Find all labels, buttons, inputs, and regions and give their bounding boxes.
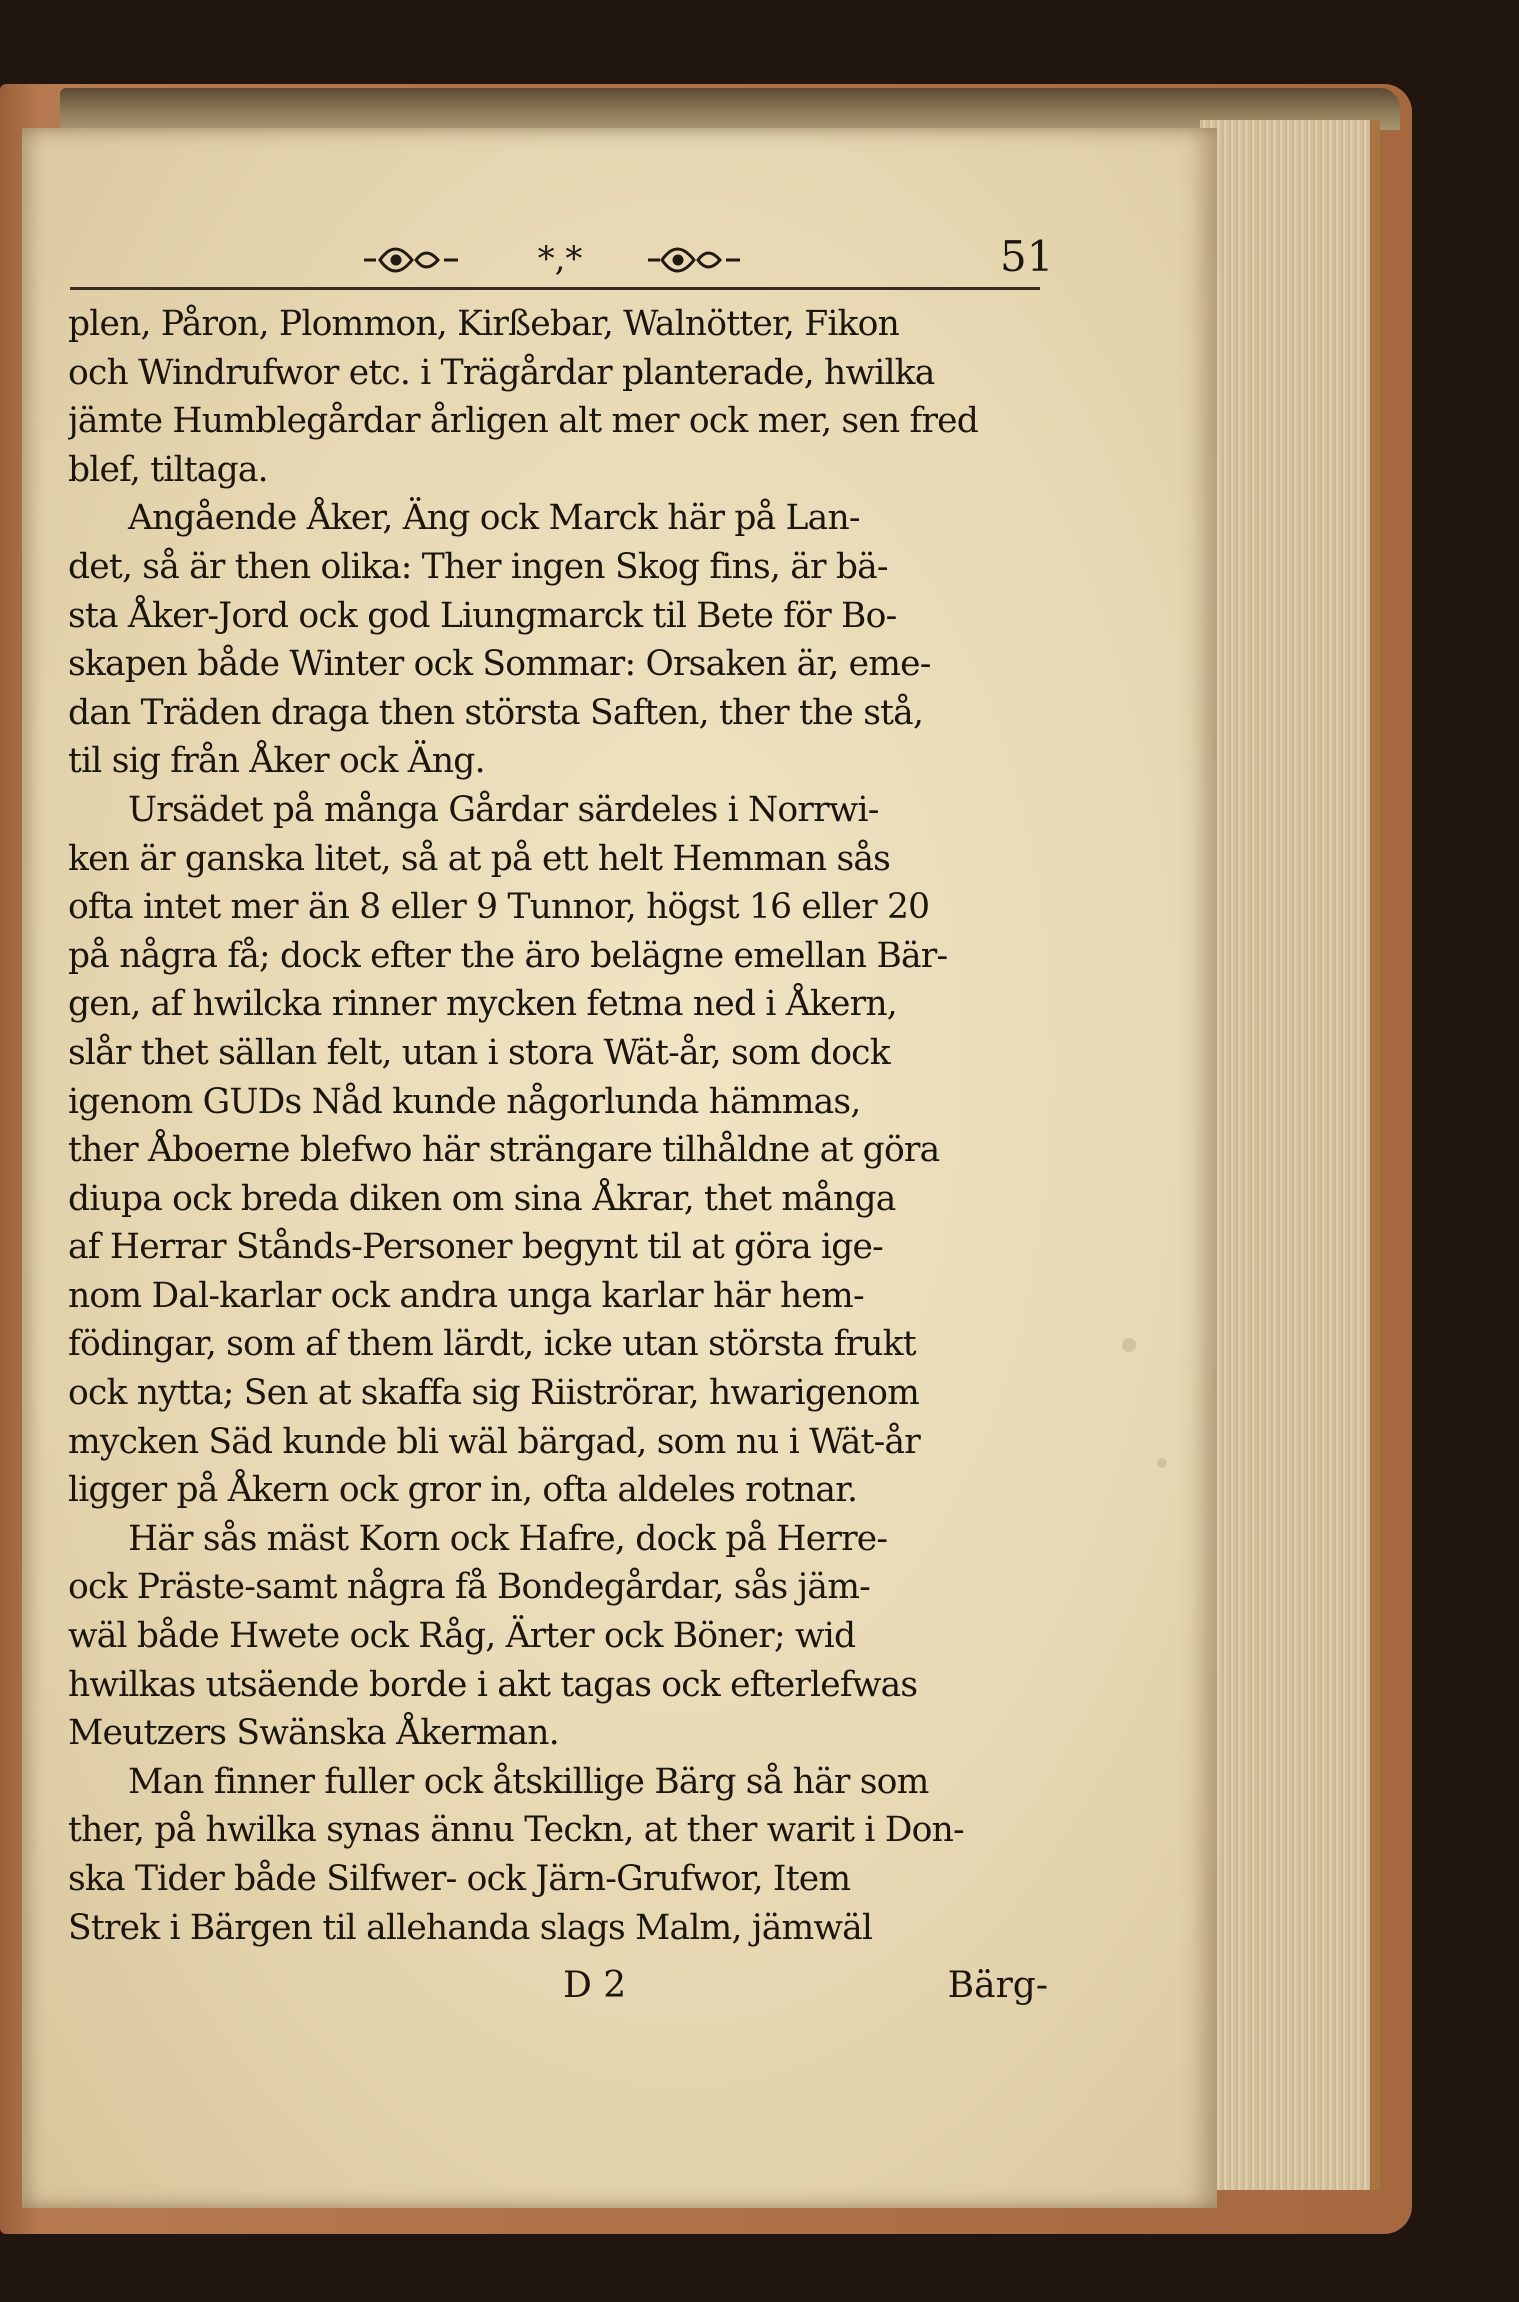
text-line: och Windrufwor etc. i Trägårdar planterade, hwilka — [68, 352, 935, 393]
text-line: af Herrar Stånds-Personer begynt til at göra ige- — [68, 1227, 883, 1268]
text-line: Angående Åker, Äng ock Marck här på Lan- — [128, 498, 860, 539]
text-line: ofta intet mer än 8 eller 9 Tunnor, högst 16 eller 20 — [68, 887, 930, 928]
text-line: Strek i Bärgen til allehanda slags Malm, jämwäl — [68, 1907, 873, 1948]
text-line: ken är ganska litet, så at på ett helt Hemman sås — [68, 838, 891, 879]
page-footer — [68, 1965, 1048, 2015]
text-line: diupa ock breda diken om sina Åkrar, thet många — [68, 1178, 896, 1219]
text-line: ther Åboerne blefwo här strängare tilhåldne at göra — [68, 1130, 940, 1171]
header-ornament — [360, 230, 760, 286]
text-line: dan Träden draga then största Saften, ther the stå, — [68, 692, 924, 733]
fleuron-left — [364, 249, 458, 271]
body-text — [68, 300, 1048, 1952]
foxing-spot — [1122, 1338, 1136, 1352]
header-rule — [70, 287, 1040, 290]
foxing-spot — [1157, 1458, 1167, 1468]
text-line: ther, på hwilka synas ännu Teckn, at ther warit i Don- — [68, 1810, 964, 1851]
page-number: 51 — [1000, 232, 1054, 281]
text-line: til sig från Åker ock Äng. — [68, 741, 485, 782]
text-line: blef, tiltaga. — [68, 449, 268, 490]
text-line: slår thet sällan felt, utan i stora Wät-år, som dock — [68, 1032, 890, 1073]
text-line: gen, af hwilcka rinner mycken fetma ned i Åkern, — [68, 984, 897, 1025]
text-line: skapen både Winter ock Sommar: Orsaken är, eme- — [68, 644, 931, 685]
fleuron-right — [648, 249, 740, 271]
text-line: igenom GUDs Nåd kunde någorlunda hämmas, — [68, 1081, 861, 1122]
text-line: hwilkas utsäende borde i akt tagas ock efterlefwas — [68, 1664, 918, 1705]
text-line: Här sås mäst Korn ock Hafre, dock på Herre- — [128, 1518, 888, 1559]
catchword: Bärg- — [947, 1965, 1048, 2006]
text-line: Ursädet på många Gårdar särdeles i Norrwi- — [128, 789, 879, 830]
text-line: ock Präste-samt några få Bondegårdar, sås jäm- — [68, 1567, 870, 1608]
text-line: jämte Humblegårdar årligen alt mer ock mer, sen fred — [68, 401, 979, 442]
text-line: födingar, som af them lärdt, icke utan största frukt — [68, 1324, 916, 1365]
signature-mark: D 2 — [563, 1965, 627, 2006]
text-line: wäl både Hwete ock Råg, Ärter ock Böner; wid — [68, 1616, 856, 1657]
book-fore-edge — [1200, 120, 1380, 2190]
text-line: ska Tider både Silfwer- ock Järn-Grufwor, Item — [68, 1859, 851, 1899]
text-line: det, så är then olika: Ther ingen Skog fins, är bä- — [68, 546, 888, 587]
text-line: Meutzers Swänska Åkerman. — [68, 1713, 559, 1754]
text-line: Man finner fuller ock åtskillige Bärg så här som — [128, 1761, 929, 1802]
text-line: nom Dal-karlar ock andra unga karlar här hem- — [68, 1275, 864, 1316]
book-head-edge — [60, 88, 1400, 130]
text-line: plen, Påron, Plommon, Kirßebar, Walnötter, Fikon — [68, 304, 900, 344]
ornament-stars: *,* — [537, 239, 583, 279]
text-line: på några få; dock efter the äro belägne emellan Bär- — [68, 935, 948, 976]
text-line: ligger på Åkern ock gror in, ofta aldeles rotnar. — [68, 1470, 858, 1511]
text-line: mycken Säd kunde bli wäl bärgad, som nu i Wät-år — [68, 1421, 920, 1462]
text-line: sta Åker-Jord ock god Liungmarck til Bete för Bo- — [68, 595, 897, 636]
text-line: ock nytta; Sen at skaffa sig Riiströrar, hwarigenom — [68, 1373, 920, 1414]
